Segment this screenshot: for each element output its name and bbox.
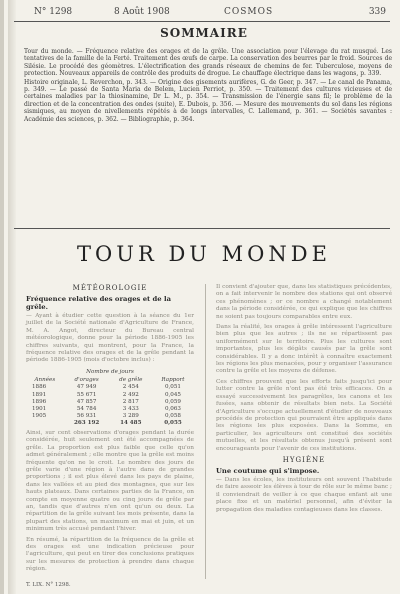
table-cell: 2 454	[122, 384, 139, 391]
table-cell: 47 857	[76, 398, 97, 405]
table-cell: 2 817	[122, 398, 139, 405]
article-closing: En résumé, la répartition de la fréquence de la grêle et des orages est une indication précieuse pour l'agriculture, qui peut en tirer des conclusions pratiques sur les mesures de protection à prendre dans chaque région.	[26, 536, 194, 573]
table-cell: 56 931	[76, 413, 97, 420]
section-rule	[14, 228, 390, 229]
table-cell: 0,063	[164, 406, 181, 412]
table-cell	[26, 420, 64, 427]
table-cell: 0,055	[164, 420, 182, 427]
journal-name: COSMOS	[224, 7, 274, 17]
tour-du-monde-heading: TOUR DU MONDE	[77, 242, 331, 266]
table-cell: 1896	[32, 398, 47, 405]
page-number: 339	[368, 7, 386, 17]
table-cell: 1905	[32, 413, 47, 420]
section-heading-meteorologie: MÉTÉOROLOGIE	[72, 284, 148, 292]
hail-statistics-table	[26, 368, 194, 427]
article-body: Dans la réalité, les orages à grêle intéressent l'agriculture bien plus que les autres ; ils ne se répartissent pas uniformément sur le territoire. Plus les cultures sont importantes, plus les dégâts causés par la grêle sont considérables. Il y a donc intérêt à connaître exactement les régions les plus menacées, pour y organiser l'assurance contre la grêle et les moyens de défense.	[216, 324, 392, 375]
section-heading-hygiene: HYGIÈNE	[282, 455, 326, 464]
table-row	[26, 405, 194, 412]
table-cell: 0,051	[164, 384, 181, 391]
article-body: — Dans les écoles, les instituteurs ont souvent l'habitude de faire asseoir les élèves à tour de rôle sur le même banc ; il conviendrait de veiller à ce que chaque enfant ait une place fixe et un matériel personnel, afin d'éviter la propagation des maladies contagieuses dans les classes.	[216, 476, 392, 513]
sommaire-heading: SOMMAIRE	[160, 26, 248, 40]
table-cell: 47 949	[76, 384, 97, 391]
table-row	[26, 384, 194, 391]
column-divider	[205, 284, 206, 579]
right-column	[216, 284, 392, 514]
article-body: Il convient d'ajouter que, dans les statistiques précédentes, on a fait intervenir le nombre des stations qui ont observé ces phénomènes ; or ce nombre a changé notablement dans la période considérée, ce qui explique que les chiffres ne soient pas toujours comparables entre eux.	[216, 284, 392, 320]
table-cell: 14 485	[120, 420, 142, 427]
table-cell: 0,058	[164, 413, 181, 420]
page-binding-shadow	[8, 0, 16, 594]
table-caption: Nombre de jours	[86, 368, 134, 375]
article-body: Ainsi, sur cent observations d'orages pendant la durée considérée, huit seulement ont été accompagnées de grêle. La proportion est plus faible que celle qu'on admet généralement ; elle montre que la grêle est moins fréquente qu'on ne le croit. Le nombre des jours de grêle varie d'une région à l'autre dans de grandes proportions ; il est plus élevé dans les pays de plaine, dans les vallées et au pied des montagnes, que sur les hauts plateaux. Dans certaines parties de la France, on compte en moyenne quatre ou cinq jours de grêle par an, tandis que d'autres n'en ont qu'un ou deux. La répartition de la grêle suivant les mois présente, dans la plupart des stations, un maximum en mai et juin, et un minimum très accusé pendant l'hiver.	[26, 429, 194, 533]
sommaire-paragraph: Histoire originale, L. Reverchon, p. 343. — Origine des gisements aurifères, G. de Geer, p. 347. — Le canal de Panama, p. 349. — Le passé de Santa Maria de Belem, Lucien Perriot, p. 350. — Traitement des cultures vicieuses et de certaines maladies par la thiosinamine, Dr L. M., p. 354. — Transmission de l'énergie sans fil; le problème de la direction et de la concentration des ondes (suite), E. Dubois, p. 356. — Mesure des mouvements du sol dans les régions sismiques, au moyen de nivellements répétés à de longs intervalles, C. Lallemand, p. 361. — Sociétés savantes : Académie des sciences, p. 362. — Bibliographie, p. 364.	[24, 78, 392, 123]
issue-number: N° 1298	[34, 7, 73, 17]
table-cell: 55 671	[76, 391, 97, 398]
footer-signature: T. LIX. N° 1298.	[26, 582, 71, 588]
sommaire-body	[24, 48, 392, 124]
table-cell: 0,059	[164, 398, 181, 405]
table-cell: 0,045	[164, 391, 181, 398]
table-cell: 1886	[32, 384, 47, 391]
sommaire-paragraph: Tour du monde. — Fréquence relative des orages et de la grêle. Une association pour l'élevage du rat musqué. Les tentatives de la famille de la Ferté. Traitement des œufs de carpe. La conservation des beurres par le froid. Sources de Silésie. Le procédé des géomètres. L'électrification des grands réseaux de chemins de fer. Tuberculose, moyens de protection. Nouveaux appareils de contrôle des produits de drogue. Le chauffage électrique dans les wagons, p. 339.	[24, 48, 392, 78]
article-intro: — Ayant à étudier cette question à la séance du 1er juillet de la Société nationale d'Agriculture de France, M. A. Angot, directeur du Bureau central météorologique, donne pour la période 1886-1905 les chiffres suivants, qui montrent, pour la France, la fréquence relative des orages et de la grêle pendant la période 1886-1905 (mois d'octobre inclus) :	[26, 313, 194, 364]
table-header: d'orages	[74, 376, 99, 383]
left-column	[26, 284, 194, 574]
article-title: Fréquence relative des orages et de la grêle.	[26, 295, 171, 311]
table-row	[26, 398, 194, 405]
table-header: Rapport	[161, 376, 185, 383]
table-cell: 54 784	[76, 406, 97, 412]
header-rule	[14, 21, 390, 22]
table-header: Années	[34, 376, 56, 383]
table-cell: 3 289	[122, 413, 139, 420]
table-row	[26, 413, 194, 420]
table-header: de grêle	[119, 376, 143, 383]
table-header-row	[26, 376, 194, 384]
table-cell: 3 433	[122, 406, 139, 412]
article-body: Ces chiffres prouvent que les efforts faits jusqu'ici pour lutter contre la grêle n'ont pas été très efficaces. On a essayé successivement les paragrêles, les canons et les fusées, sans obtenir de résultats bien nets. La Société d'Agriculture s'occupe actuellement d'étudier de nouveaux procédés de protection qui pourraient être appliqués dans les régions les plus exposées. Dans la Somme, en particulier, les agriculteurs ont constitué des sociétés mutuelles, et les résultats obtenus jusqu'à présent sont encourageants pour l'avenir de ces institutions.	[216, 378, 392, 452]
table-total-row	[26, 420, 194, 427]
table-cell: 1901	[32, 406, 47, 412]
table-cell: 2 492	[122, 391, 139, 398]
running-header	[14, 6, 390, 20]
table-cell: 1891	[32, 391, 47, 398]
table-row	[26, 391, 194, 398]
article-title: Une coutume qui s'impose.	[216, 466, 320, 475]
table-cell: 263 192	[73, 420, 100, 427]
issue-date: 8 Août 1908	[114, 7, 170, 17]
